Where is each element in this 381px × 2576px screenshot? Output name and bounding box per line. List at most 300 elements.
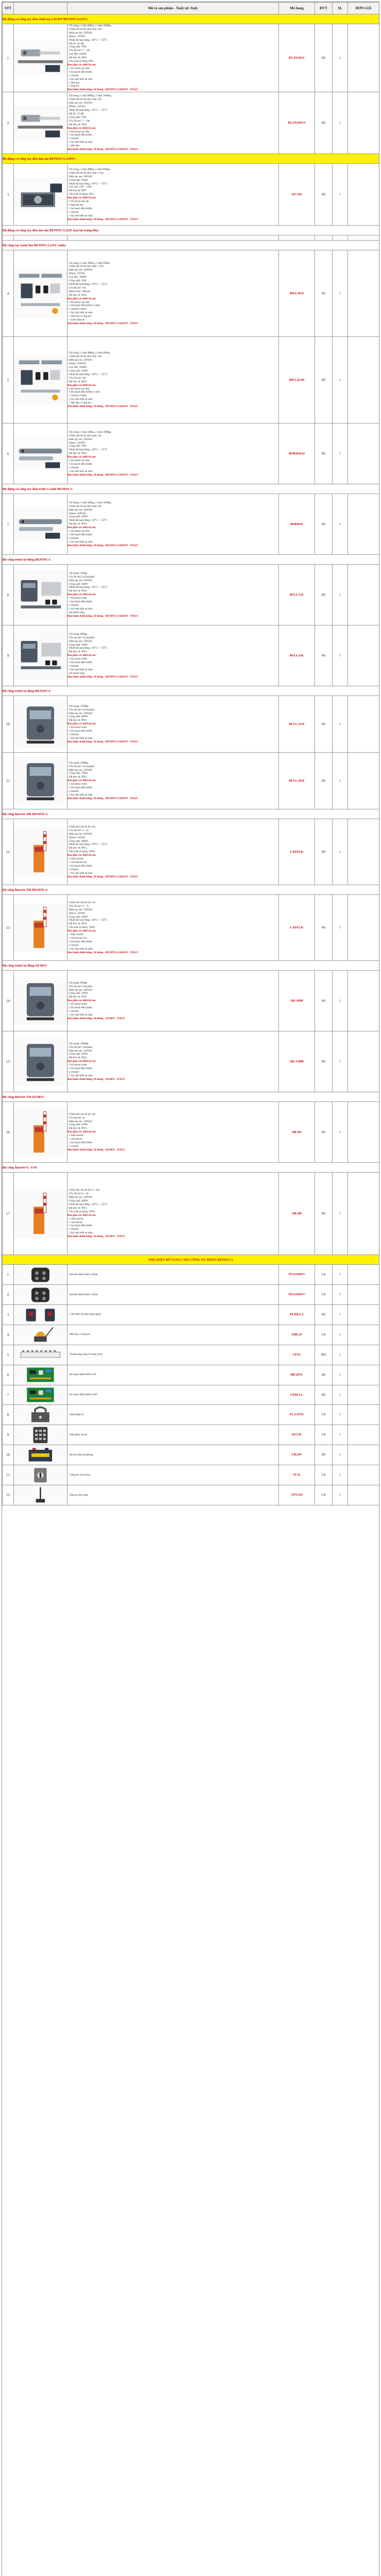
- unit: Bộ: [315, 1445, 333, 1465]
- barrier-image: [14, 827, 67, 876]
- price: [348, 1345, 379, 1365]
- accessory-row: [3, 1405, 379, 1425]
- quantity: 1: [333, 1405, 348, 1425]
- row-number: 8: [3, 565, 14, 625]
- row-number: 5: [3, 337, 14, 423]
- included-item: - 1 bộ mạch điều khiển: [68, 786, 92, 790]
- spec-line: - Tải trọng 1 cánh 500kg, 2 cánh 1000kg: [68, 430, 111, 434]
- accessory-code: CP.N1: [279, 1345, 315, 1365]
- accessory-image-cell: [14, 1285, 68, 1305]
- unit: Bộ: [315, 1385, 333, 1405]
- row-number: 3: [3, 164, 14, 226]
- accessories-title: PHỤ KIỆN BỔ SUNG CHO CỔNG TỰ ĐỘNG BENINCA: [3, 1255, 379, 1265]
- row-number: 12: [3, 1485, 14, 1505]
- slide-kit-image: [14, 631, 67, 680]
- accessory-image-cell: [14, 1365, 68, 1385]
- included-item: - 1 bộ cảm biến an toàn: [68, 871, 93, 875]
- included-item: - 2 bộ motor tay đòn: [68, 530, 90, 533]
- spec-line: - Độ bảo vệ: IP67: [68, 189, 87, 193]
- warranty-line: Bảo hành chính hãng: 24 tháng - BENINCA GROUP - ITALY: [68, 675, 138, 679]
- accessory-row: [3, 1425, 379, 1445]
- spec-line: - Điện áp vào: 230VAC: [68, 908, 93, 911]
- rack-image: [14, 1345, 67, 1365]
- product-row: [3, 250, 379, 337]
- accessory-row: [3, 1325, 379, 1345]
- product-image-cell: [14, 423, 68, 484]
- product-code: BILL.K24: [279, 250, 315, 337]
- spec-line: - Công suất: 500W: [68, 643, 88, 647]
- price: [348, 235, 379, 241]
- included-item: - 2 remote 4 kênh: [68, 308, 87, 311]
- spec-line: - Tốc độ mở: 16s: [68, 286, 86, 290]
- accessory-image-cell: [14, 1325, 68, 1345]
- quantity: 1: [333, 1305, 348, 1325]
- spec-line: - Điện áp vào: 230VAC: [68, 359, 93, 362]
- underground-image: [14, 178, 67, 212]
- quantity: 1: [333, 895, 348, 961]
- spec-line: - Tần suất sử dụng: 100%: [68, 1210, 95, 1213]
- spec-line: - Công suất: 300W: [68, 1199, 88, 1203]
- included-item: - 2 remote: [68, 1009, 79, 1013]
- section-title: Bộ cổng trượt tự động BENINCA: [3, 686, 379, 696]
- product-code: [279, 235, 315, 241]
- spec-line: - Tốc độ mở: 10,5m/phút: [68, 575, 95, 579]
- spec-line: - Tải trọng: 1500kg: [68, 704, 89, 708]
- accessory-description: Thanh răng nhựa lõi thép (1m): [68, 1345, 279, 1365]
- unit: Cái: [315, 1405, 333, 1425]
- spec-line: - Điện áp vào: 230VAC: [68, 437, 93, 441]
- spec-line: - Độ bảo vệ: IP44: [68, 452, 87, 455]
- swing-kit-image: [14, 355, 67, 404]
- spec-line: - Công suất: 200W: [68, 839, 88, 843]
- product-row: [3, 696, 379, 753]
- accessory-code: CB.24V: [279, 1445, 315, 1465]
- price: [348, 753, 379, 809]
- row-number: 6: [3, 1365, 14, 1385]
- spec-line: - Công suất: 200W: [68, 915, 88, 919]
- section-row: [3, 226, 379, 235]
- product-row: [3, 819, 379, 885]
- quantity: 1: [333, 1285, 348, 1305]
- included-item: - 2 remote: [68, 1070, 79, 1074]
- warranty-line: Bảo hành chính hãng: 24 tháng - BENINCA GROUP - ITALY: [68, 321, 138, 325]
- section-row: [3, 14, 379, 24]
- included-note: Bao gồm các thiết bị sau:: [68, 654, 96, 657]
- unit: Bộ: [315, 1305, 333, 1325]
- spec-line: - Motor: 24VDC: [68, 272, 86, 276]
- board-image: [14, 1385, 67, 1405]
- unit: Bộ: [315, 1031, 333, 1092]
- price: [348, 565, 379, 625]
- spec-line: - Điện áp vào: 230VAC: [68, 711, 93, 715]
- product-code: BOB30.K24: [279, 423, 315, 484]
- spec-line: - Chiều dài tối đa mỗi cánh: 5m: [68, 98, 102, 101]
- spec-line: - Chiều dài tối đa mỗi cánh: 3m: [68, 355, 102, 359]
- product-code: QK-S600: [279, 971, 315, 1031]
- accessory-row: [3, 1385, 379, 1405]
- row-number: 9: [3, 1425, 14, 1445]
- spec-line: - Độ bảo vệ: IP44: [68, 650, 87, 654]
- barrier-image: [14, 1189, 67, 1238]
- spec-line: - Tốc độ mở: 10,5m/phút: [68, 708, 95, 711]
- section-title: Bộ động cơ cổng tay đòn âm sàn BENINCA (24V loại tải trọng lớn): [3, 226, 379, 235]
- quantity: 1: [333, 423, 348, 484]
- price-sheet: [2, 2, 379, 2576]
- slide-motor-image: [14, 1037, 67, 1086]
- spec-line: - Motor: 230VAC: [68, 512, 87, 515]
- spec-line: - Motor: 24VDC: [68, 105, 86, 109]
- spec-line: - Điện áp vào: 230VAC: [68, 175, 93, 178]
- unit: Cái: [315, 1425, 333, 1445]
- section-row: [3, 241, 379, 250]
- included-item: - 2 remote: [68, 137, 79, 141]
- accessory-image-cell: [14, 1305, 68, 1325]
- included-item: - 1 bộ cảm biến an toàn: [68, 214, 93, 217]
- row-number: 16: [3, 1102, 14, 1163]
- included-item: - 2 bộ motor tay đòn: [68, 130, 90, 133]
- spec-line: - Nhiệt độ hoạt động: -20°C ~ +55°C: [68, 448, 108, 452]
- spec-line: - Nhiệt độ hoạt động: -20°C ~ +55°C: [68, 843, 108, 846]
- quantity: 1: [333, 1425, 348, 1445]
- spec-line: - Tải trọng 1 cánh 800kg, 2 cánh 1600kg: [68, 94, 111, 98]
- header-unit: ĐVT: [315, 3, 333, 14]
- spec-line: - Nhiệt độ hoạt động: -20°C ~ +55°C: [68, 38, 108, 42]
- included-item: - 1 bộ motor trượt: [68, 726, 87, 730]
- spec-line: - Độ bảo vệ: IP54: [68, 846, 87, 850]
- included-item: - 1 bộ cảm biến an toàn: [68, 540, 93, 544]
- accessory-image-cell: [14, 1345, 68, 1365]
- price: [348, 1445, 379, 1465]
- product-code: DU.IT24NVS: [279, 92, 315, 154]
- accessory-code: SC.K: [279, 1465, 315, 1485]
- unit: Bộ: [315, 565, 333, 625]
- spec-line: - Công suất: 70W: [68, 445, 87, 448]
- warranty-line: Bảo hành chính hãng: 24 tháng - BENINCA GROUP - ITALY: [68, 544, 138, 547]
- accessory-image-cell: [14, 1465, 68, 1485]
- warranty-line: Bảo hành chính hãng: 24 tháng - QUIKO - ITALY: [68, 1235, 125, 1239]
- accessory-row: [3, 1305, 379, 1325]
- row-number: 11: [3, 753, 14, 809]
- warranty-line: Bảo hành chính hãng: 24 tháng - QUIKO - ITALY: [68, 1016, 125, 1020]
- spec-line: - Nhiệt độ hoạt động: -20°C ~ +55°C: [68, 109, 108, 112]
- included-item: - 2 remote: [68, 536, 79, 540]
- section-title: Bộ động cơ cổng tay đòn trượt 2 cánh BENINCA: [3, 484, 379, 494]
- included-item: - 1 bộ cảm biến an toàn: [68, 736, 93, 740]
- included-item: - 1 bộ mạch điều khiển: [68, 462, 92, 466]
- included-item: - 1 đèn báo có ăng ten: [68, 401, 91, 405]
- spec-line: - Độ bảo vệ: IP44: [68, 56, 87, 60]
- spec-line: - Chiều dài tối đa mỗi cánh: 3m: [68, 434, 102, 437]
- product-row: [3, 24, 379, 92]
- product-row: [3, 1102, 379, 1163]
- spec-line: - Tải trọng 1 cánh 500kg, 2 cánh 1000kg: [68, 501, 111, 504]
- accessory-row: [3, 1445, 379, 1465]
- quantity: 1: [333, 1345, 348, 1365]
- spec-line: - Motor: 24VDC: [68, 836, 86, 839]
- price: [348, 696, 379, 753]
- price: [348, 337, 379, 423]
- included-item: - 1 thân barrier: [68, 933, 84, 937]
- unit: Bộ: [315, 494, 333, 555]
- included-item: - 1 bộ cảm biến an toàn: [68, 141, 93, 144]
- product-description: [68, 625, 279, 686]
- row-number: 10: [3, 1445, 14, 1465]
- product-image-cell: [14, 92, 68, 154]
- spec-line: - Nhiệt độ hoạt động: -20°C ~ +55°C: [68, 519, 108, 522]
- price: [348, 1485, 379, 1505]
- lock-image: [14, 1405, 67, 1425]
- accessory-description: Bo mạch điều khiển 24V: [68, 1365, 279, 1385]
- header-image: [14, 3, 68, 14]
- product-description: [68, 24, 279, 92]
- included-item: - 1 bộ motor trượt: [68, 1003, 87, 1006]
- price: [348, 1465, 379, 1485]
- included-item: - 2 remote: [68, 1228, 79, 1231]
- header-quantity: SL: [333, 3, 348, 14]
- included-note: Bao gồm các thiết bị sau:: [68, 1130, 96, 1134]
- spec-line: - Tần suất sử dụng: 100%: [68, 850, 95, 854]
- included-item: - 1 cần barrier 5m: [68, 936, 87, 940]
- product-code: BULL.8.K: [279, 625, 315, 686]
- product-row: [3, 971, 379, 1031]
- product-code: DU.IT24NV: [279, 24, 315, 92]
- spec-line: - Độ bảo vệ: IP54: [68, 1127, 87, 1130]
- spec-line: - Công suất: 250W: [68, 178, 88, 182]
- spec-line: - Chiều dài tối đa mỗi cánh: 5m: [68, 504, 102, 508]
- accessory-description: Ăng ten thu sóng: [68, 1485, 279, 1505]
- accessory-row: [3, 1345, 379, 1365]
- row-number: 4: [3, 1325, 14, 1345]
- included-item: - 1 bộ cảm biến an toàn: [68, 311, 93, 315]
- spec-line: - Chiều dài tối đa mỗi cánh: 5m: [68, 27, 102, 31]
- quantity: 1: [333, 337, 348, 423]
- accessory-description: Công tắc chìa khóa: [68, 1465, 279, 1485]
- spec-line: - Nhiệt độ hoạt động: -20°C ~ +55°C: [68, 1203, 108, 1206]
- included-item: - 1 bộ motor trượt: [68, 783, 87, 786]
- price: [348, 625, 379, 686]
- price: [348, 1385, 379, 1405]
- spec-line: - Nhiệt độ hoạt động: -20°C ~ +55°C: [68, 919, 108, 922]
- section-row: [3, 154, 379, 164]
- price: [348, 971, 379, 1031]
- section-row: [3, 961, 379, 971]
- spec-line: - Độ bảo vệ: IP44: [68, 1056, 87, 1060]
- section-row: [3, 484, 379, 494]
- slide-motor-image: [14, 700, 67, 749]
- quantity: 1: [333, 1102, 348, 1163]
- spec-line: - Chiều dài cần tối đa: 4m: [68, 1112, 95, 1116]
- warranty-line: Bảo hành chính hãng: 24 tháng - QUIKO - ITALY: [68, 1077, 125, 1081]
- spec-line: - Tải trọng: 2000kg: [68, 761, 89, 765]
- product-row: [3, 92, 379, 154]
- quantity: 1: [333, 819, 348, 885]
- quantity: 1: [333, 92, 348, 154]
- spec-line: - Nhiệt độ hoạt động: -20°C ~ +55°C: [68, 182, 108, 185]
- accessory-image-cell: [14, 1445, 68, 1465]
- included-item: - 1 bộ mạch điều khiển: [68, 600, 92, 604]
- included-item: - 2 remote: [68, 1144, 79, 1148]
- spec-line: - Tốc độ mở: 3 ~ 6s: [68, 828, 89, 832]
- accessory-code: TO.GO4WV: [279, 1265, 315, 1285]
- spec-line: - Tải trọng 1 cánh 400kg, 2 cánh 800kg: [68, 351, 110, 355]
- spec-line: - Điện áp vào: 230VAC: [68, 508, 93, 512]
- section-row: [3, 809, 379, 819]
- unit: Cái: [315, 1325, 333, 1345]
- included-item: - 1 bộ cảm biến an toàn: [68, 1013, 93, 1016]
- spec-line: - Lực đẩy: 2500N: [68, 53, 87, 56]
- spec-line: - Công suất: 70W: [68, 45, 87, 49]
- price: [348, 1102, 379, 1163]
- product-image-cell: [14, 819, 68, 885]
- unit: Bộ: [315, 24, 333, 92]
- spec-line: - Chiều dài cần tối đa: 4m: [68, 825, 95, 828]
- warranty-line: Bảo hành chính hãng: 24 tháng - BENINCA GROUP - ITALY: [68, 951, 138, 954]
- section-title: Bộ động cơ cổng tay đòn âm sàn BENINCA (230V): [3, 154, 379, 164]
- unit: Bộ: [315, 1365, 333, 1385]
- spec-line: - Tốc độ mở: 4s: [68, 1116, 85, 1120]
- accessory-image-cell: [14, 1485, 68, 1505]
- product-row: [3, 565, 379, 625]
- spec-line: - Tốc độ mở: 7 ~ 18s: [68, 49, 90, 53]
- unit: Bộ: [315, 753, 333, 809]
- unit: Cái: [315, 1465, 333, 1485]
- price: [348, 494, 379, 555]
- included-item: - 1 đèn báo: [68, 144, 80, 148]
- quantity: [333, 235, 348, 241]
- accessory-description: Bộ lưu điện dự phòng: [68, 1445, 279, 1465]
- section-row: [3, 1163, 379, 1173]
- spec-line: - Độ ồn: 45 dB: [68, 112, 84, 115]
- spec-line: - Tốc độ mở: 10,5m/phút: [68, 765, 95, 768]
- spec-line: - Lực đẩy: 2500N: [68, 366, 87, 369]
- product-code: LADY4.K: [279, 819, 315, 885]
- unit: Cái: [315, 1285, 333, 1305]
- section-row: [3, 885, 379, 895]
- spec-line: - Độ bảo vệ: IP44: [68, 995, 87, 999]
- spec-line: - Điện áp vào: 230VAC: [68, 988, 93, 992]
- spec-line: - Tải trọng 1 cánh 400kg, 2 cánh 800kg: [68, 167, 110, 171]
- accessory-code: EBE.24: [279, 1325, 315, 1345]
- spec-line: - Tốc độ mở: 7 ~ 18s: [68, 119, 90, 123]
- accessory-description: Remote điều khiển 2 kênh: [68, 1285, 279, 1305]
- swing-kit-image: [14, 269, 67, 318]
- accessory-code: PUPILLA: [279, 1305, 315, 1325]
- spec-line: - Độ bảo vệ: IP44: [68, 719, 87, 722]
- product-row: [3, 337, 379, 423]
- spec-line: - Điện áp vào: 230VAC: [68, 1120, 93, 1123]
- price: [348, 895, 379, 961]
- unit: Bộ: [315, 250, 333, 337]
- spec-line: - Công suất: 70W: [68, 115, 87, 119]
- unit: Bộ: [315, 1102, 333, 1163]
- warranty-line: Bảo hành chính hãng: 24 tháng - BENINCA GROUP - ITALY: [68, 875, 138, 878]
- product-description: [68, 92, 279, 154]
- included-item: - 1 bộ motor trượt: [68, 657, 87, 661]
- included-item: - 1 bộ motor trượt: [68, 1063, 87, 1067]
- quantity: 1: [333, 494, 348, 555]
- product-code: QK-B4: [279, 1102, 315, 1163]
- unit: Cái: [315, 1265, 333, 1285]
- included-note: Bao gồm các thiết bị sau:: [68, 1060, 96, 1063]
- row-number: 10: [3, 696, 14, 753]
- included-item: - 1 bộ mạch điều khiển: [68, 1224, 92, 1228]
- section-title: Bộ cổng Barrier 4M BENINCA: [3, 809, 379, 819]
- product-description: [68, 423, 279, 484]
- included-item: - 1 bộ cảm biến an toàn: [68, 1074, 93, 1077]
- sensor-image: [14, 1305, 67, 1325]
- included-item: - 2 bộ motor tay đòn: [68, 459, 90, 463]
- included-item: - 1 thân barrier: [68, 1217, 84, 1221]
- spec-line: - Điện áp vào: 230VAC: [68, 639, 93, 643]
- header-stt: STT: [3, 3, 14, 14]
- product-image-cell: [14, 164, 68, 226]
- spec-line: - Motor: 24VDC: [68, 35, 86, 38]
- quantity: 1: [333, 1365, 348, 1385]
- price: [348, 1305, 379, 1325]
- unit: Mét: [315, 1345, 333, 1365]
- price-table: [2, 2, 379, 1505]
- spec-line: - Điện áp vào: 230VAC: [68, 1049, 93, 1053]
- product-code: QK-S1000: [279, 1031, 315, 1092]
- included-item: - 1 bộ mạch điều khiển: [68, 70, 92, 74]
- spec-line: - Tốc độ mở: 18s: [68, 376, 86, 380]
- product-description: [68, 753, 279, 809]
- product-image-cell: [14, 24, 68, 92]
- spec-line: - Góc mở: 110° ~ 180°: [68, 185, 92, 189]
- row-number: 4: [3, 250, 14, 337]
- included-item: - 2 remote: [68, 733, 79, 736]
- spec-line: - Công suất: 300W: [68, 992, 88, 995]
- product-row: [3, 1031, 379, 1092]
- price: [348, 1285, 379, 1305]
- remote-image: [14, 1265, 67, 1284]
- included-note: Bao gồm các thiết bị sau:: [68, 526, 96, 530]
- quantity: 1: [333, 1325, 348, 1345]
- section-title: Bộ cổng tay trượt lùa BENINCA (24V cánh): [3, 241, 379, 250]
- row-number: 11: [3, 1465, 14, 1485]
- product-description: [68, 1031, 279, 1092]
- product-image-cell: [14, 971, 68, 1031]
- accessory-code: ANT.433: [279, 1485, 315, 1505]
- header-description: Mô tả sản phẩm - Xuất xứ: Italy: [68, 3, 279, 14]
- product-row: [3, 1173, 379, 1255]
- included-item: - 2 bộ motor tay đòn: [68, 300, 90, 304]
- quantity: 1: [333, 250, 348, 337]
- section-title: Bộ cổng trượt tự động BENINCA: [3, 555, 379, 565]
- quantity: 1: [333, 1385, 348, 1405]
- included-item: - 1 bộ mạch điều khiển: [68, 864, 92, 868]
- accessory-image-cell: [14, 1385, 68, 1405]
- row-number: 12: [3, 819, 14, 885]
- product-row: [3, 494, 379, 555]
- spec-line: - Motor: 230VAC: [68, 362, 87, 366]
- product-description: [68, 494, 279, 555]
- quantity: 1: [333, 565, 348, 625]
- accessory-description: Bo mạch điều khiển 230V: [68, 1385, 279, 1405]
- spec-line: - Điện áp vào: 230VAC: [68, 101, 93, 105]
- row-number: 15: [3, 1031, 14, 1092]
- spec-line: - Điện áp vào: 230VAC: [68, 768, 93, 772]
- included-note: Bao gồm các thiết bị sau:: [68, 1213, 96, 1217]
- unit: [315, 235, 333, 241]
- product-image-cell: [14, 753, 68, 809]
- spec-line: - Công suất: 250W: [68, 1123, 88, 1127]
- accessory-row: [3, 1465, 379, 1485]
- battery-image: [14, 1445, 67, 1465]
- included-item: - 1 bộ mạch điều khiển: [68, 1067, 92, 1071]
- spec-line: - Độ bảo vệ: IP44: [68, 123, 87, 126]
- included-note: Bao gồm các thiết bị sau:: [68, 63, 96, 66]
